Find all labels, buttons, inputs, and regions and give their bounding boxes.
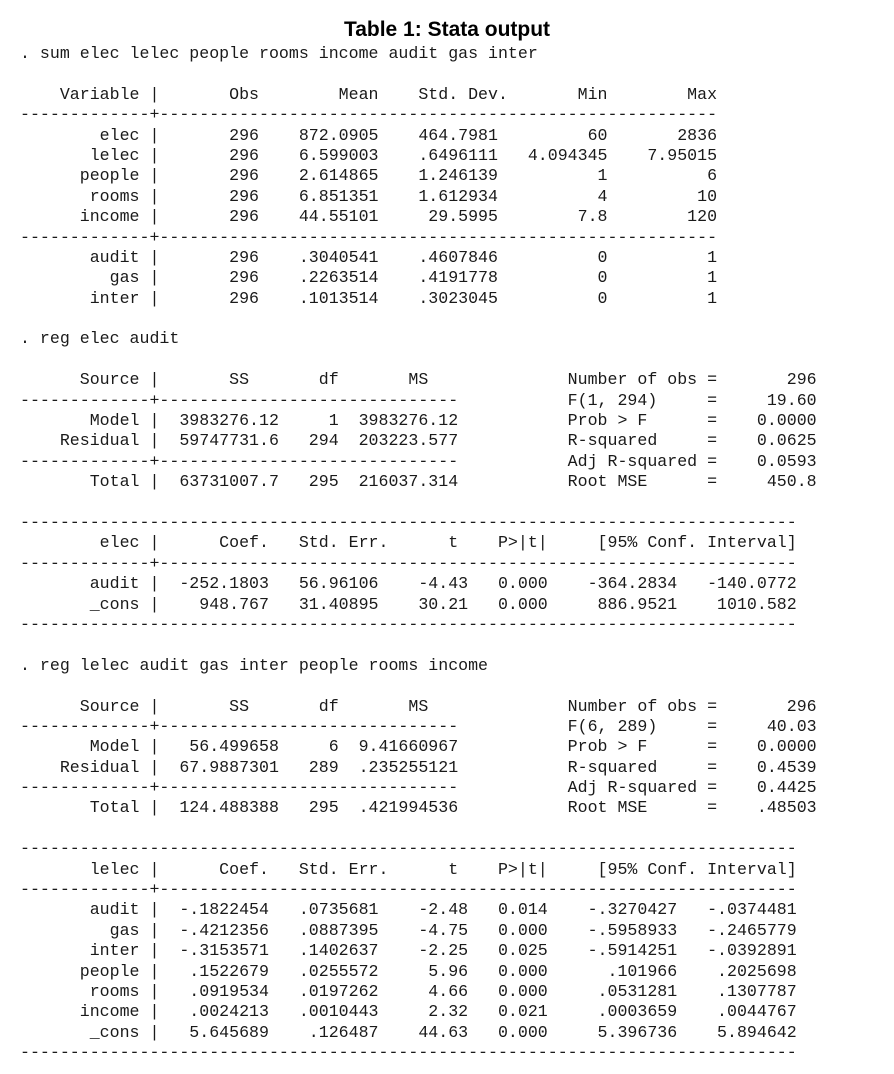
output-line: . reg elec audit	[20, 329, 180, 349]
output-line	[20, 676, 817, 696]
output-line: -------------+----------------------------------------------------------------	[20, 880, 797, 900]
output-line	[20, 635, 817, 655]
output-line: people | 296 2.614865 1.246139 1 6	[20, 166, 718, 186]
output-line: audit | 296 .3040541 .4607846 0 1	[20, 247, 718, 267]
output-line: Source | SS df MS Number of obs = 296	[20, 696, 817, 716]
output-line: ------------------------------------------------------------------------------	[20, 512, 797, 532]
output-line: -------------+--------------------------------------------------------	[20, 227, 718, 247]
output-line: inter | -.3153571 .1402637 -2.25 0.025 -.5914251 -.0392891	[20, 941, 797, 961]
stata-output	[20, 44, 817, 1064]
output-line	[20, 350, 817, 370]
output-line	[20, 64, 817, 84]
output-line: ------------------------------------------------------------------------------	[20, 839, 797, 859]
output-line: -------------+------------------------------ Adj R-squared = 0.4425	[20, 778, 817, 798]
output-line: _cons | 5.645689 .126487 44.63 0.000 5.396736 5.894642	[20, 1022, 797, 1042]
output-line: -------------+------------------------------ F(6, 289) = 40.03	[20, 716, 817, 736]
output-line: Total | 63731007.7 295 216037.314 Root MSE = 450.8	[20, 472, 817, 492]
output-line: income | .0024213 .0010443 2.32 0.021 .0003659 .0044767	[20, 1002, 797, 1022]
output-line: audit | -.1822454 .0735681 -2.48 0.014 -.3270427 -.0374481	[20, 900, 797, 920]
output-line: income | 296 44.55101 29.5995 7.8 120	[20, 207, 718, 227]
output-line: ------------------------------------------------------------------------------	[20, 614, 797, 634]
output-line: elec | Coef. Std. Err. t P>|t| [95% Conf. Interval]	[20, 533, 797, 553]
output-line: -------------+----------------------------------------------------------------	[20, 553, 797, 573]
output-line: . sum elec lelec people rooms income audit gas inter	[20, 44, 538, 63]
output-line: lelec | Coef. Std. Err. t P>|t| [95% Conf. Interval]	[20, 859, 797, 879]
output-line: rooms | 296 6.851351 1.612934 4 10	[20, 186, 718, 206]
output-line: -------------+------------------------------ F(1, 294) = 19.60	[20, 390, 817, 410]
output-line: -------------+--------------------------------------------------------	[20, 105, 718, 125]
output-line: Model | 3983276.12 1 3983276.12 Prob > F = 0.0000	[20, 411, 817, 431]
output-line: Variable | Obs Mean Std. Dev. Min Max	[20, 84, 718, 104]
output-line: elec | 296 872.0905 464.7981 60 2836	[20, 125, 718, 145]
output-line: gas | 296 .2263514 .4191778 0 1	[20, 268, 718, 288]
output-line: Residual | 59747731.6 294 203223.577 R-squared = 0.0625	[20, 431, 817, 451]
output-line	[20, 493, 817, 513]
output-line: . reg lelec audit gas inter people rooms income	[20, 655, 489, 675]
output-line: Total | 124.488388 295 .421994536 Root MSE = .48503	[20, 798, 817, 818]
output-line: ------------------------------------------------------------------------------	[20, 1043, 797, 1063]
output-line: inter | 296 .1013514 .3023045 0 1	[20, 288, 718, 308]
output-line: Source | SS df MS Number of obs = 296	[20, 370, 817, 390]
table-title: Table 1: Stata output	[343, 18, 551, 41]
output-line: rooms | .0919534 .0197262 4.66 0.000 .0531281 .1307787	[20, 981, 797, 1001]
output-line: Model | 56.499658 6 9.41660967 Prob > F = 0.0000	[20, 737, 817, 757]
output-line: gas | -.4212356 .0887395 -4.75 0.000 -.5958933 -.2465779	[20, 920, 797, 940]
output-line: lelec | 296 6.599003 .6496111 4.094345 7.95015	[20, 145, 718, 165]
output-line: people | .1522679 .0255572 5.96 0.000 .101966 .2025698	[20, 961, 797, 981]
output-line: _cons | 948.767 31.40895 30.21 0.000 886.9521 1010.582	[20, 594, 797, 614]
output-line: -------------+------------------------------ Adj R-squared = 0.0593	[20, 451, 817, 471]
output-line	[20, 309, 817, 329]
output-line: Residual | 67.9887301 289 .235255121 R-squared = 0.4539	[20, 757, 817, 777]
output-line	[20, 819, 817, 839]
output-line: audit | -252.1803 56.96106 -4.43 0.000 -364.2834 -140.0772	[20, 574, 797, 594]
